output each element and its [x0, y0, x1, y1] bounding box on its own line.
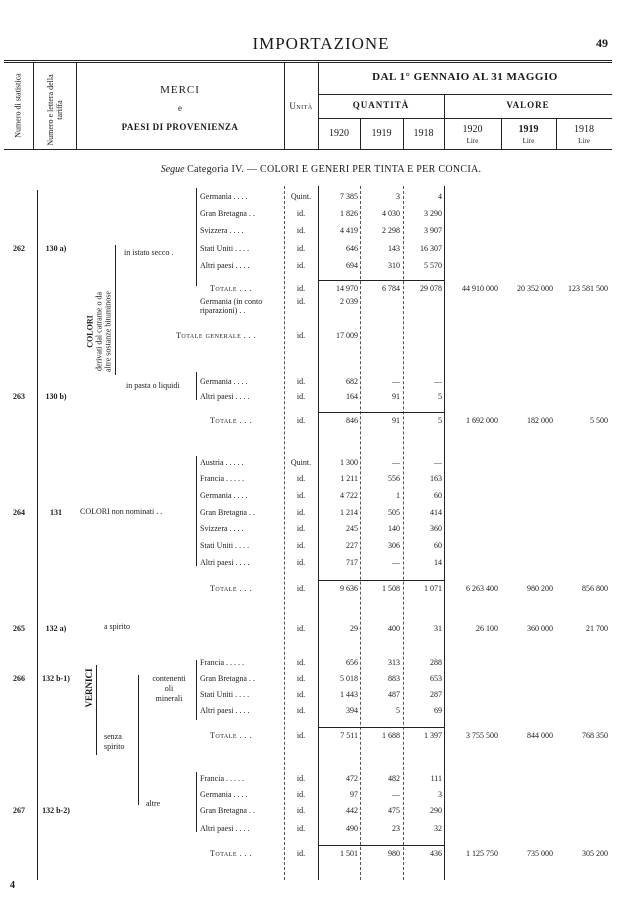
cell-unit: id. — [296, 392, 306, 401]
cell-q18: 436 — [430, 849, 442, 858]
label-contenenti-2: oli — [164, 684, 174, 693]
cell-unit: id. — [296, 244, 306, 253]
cell-q19: 140 — [388, 524, 400, 533]
cell-country: Totale generale . . . — [176, 331, 257, 340]
cell-country: Altri paesi . . . . — [200, 392, 250, 401]
cell-q19: 505 — [388, 508, 400, 517]
cell-q18: 5 570 — [424, 261, 442, 270]
label-senza: senza — [104, 732, 122, 741]
cell-v19: 735 000 — [527, 849, 553, 858]
cell-q18: 5 — [438, 416, 442, 425]
cell-unit: id. — [296, 524, 306, 533]
cell-tar: 132 b-2) — [42, 806, 70, 815]
year-v1920: 1920 — [462, 124, 483, 135]
cell-q20: 1 214 — [340, 508, 358, 517]
cell-q18: 653 — [430, 674, 442, 683]
header-sub-rule — [318, 118, 612, 119]
cell-q19: 5 — [396, 706, 400, 715]
cell-unit: id. — [296, 508, 306, 517]
header-numero-statistica: Numero di statistica — [13, 73, 23, 138]
cell-country: Altri paesi . . . . — [200, 706, 250, 715]
cell-country: Austria . . . . . — [200, 458, 244, 467]
cell-unit: id. — [296, 377, 306, 386]
cell-q19: 883 — [388, 674, 400, 683]
cell-q18: 5 — [438, 392, 442, 401]
cell-q20: 29 — [350, 624, 358, 633]
total-rule — [318, 280, 444, 281]
cell-q18: 288 — [430, 658, 442, 667]
total-rule — [318, 845, 444, 846]
cell-q19: 2 298 — [382, 226, 400, 235]
cell-unit: id. — [296, 297, 306, 306]
cell-unit: id. — [296, 849, 306, 858]
label-contenenti-1: contenenti — [152, 674, 186, 683]
cell-q20: 646 — [346, 244, 358, 253]
cell-unit: id. — [296, 706, 306, 715]
cell-v19: 20 352 000 — [517, 284, 553, 293]
cell-q18: 414 — [430, 508, 442, 517]
cell-q18: 31 — [434, 624, 442, 633]
label-a-spirito: a spirito — [104, 622, 130, 631]
lire-1920: Lire — [466, 137, 479, 145]
cell-v18: 856 800 — [582, 584, 608, 593]
cell-q19: 313 — [388, 658, 400, 667]
cell-q18: 163 — [430, 474, 442, 483]
cell-country: Stati Uniti . . . . — [200, 690, 250, 699]
cell-country: Totale . . . — [210, 284, 253, 293]
cell-q19: — — [392, 790, 400, 799]
cell-q19: — — [392, 377, 400, 386]
cell-q20: 227 — [346, 541, 358, 550]
cell-country: Germania . . . . — [200, 790, 248, 799]
cell-unit: id. — [296, 624, 306, 633]
cell-unit: id. — [296, 731, 306, 740]
lire-1919: Lire — [522, 137, 535, 145]
cell-q19: 980 — [388, 849, 400, 858]
cell-country: Francia . . . . . — [200, 474, 244, 483]
cell-unit: id. — [296, 416, 306, 425]
cell-q19: — — [392, 458, 400, 467]
cell-unit: id. — [296, 790, 306, 799]
cell-q19: — — [392, 558, 400, 567]
cell-q20: 490 — [346, 824, 358, 833]
cell-q19: 310 — [388, 261, 400, 270]
cell-tar: 132 a) — [45, 624, 67, 633]
cell-unit: id. — [296, 226, 306, 235]
cell-country: Altri paesi . . . . — [200, 261, 250, 270]
cell-num: 266 — [13, 674, 25, 683]
cell-tar: 131 — [50, 508, 62, 517]
cell-q18: 14 — [434, 558, 442, 567]
cell-country: Svizzera . . . . — [200, 226, 244, 235]
cell-q20: 14 970 — [336, 284, 358, 293]
cell-unit: id. — [296, 331, 306, 340]
cell-num: 263 — [13, 392, 25, 401]
cell-country: Totale . . . — [210, 849, 253, 858]
cell-q20: 682 — [346, 377, 358, 386]
cell-q18: 3 — [438, 790, 442, 799]
cell-unit: id. — [296, 474, 306, 483]
cell-q18: — — [434, 377, 442, 386]
cell-num: 265 — [13, 624, 25, 633]
cell-q20: 1 300 — [340, 458, 358, 467]
label-spirito: spirito — [104, 742, 125, 751]
cell-q20: 4 722 — [340, 491, 358, 500]
cell-q20: 7 511 — [340, 731, 358, 740]
header-top-rule-2 — [4, 62, 612, 63]
header-merci: MERCI — [160, 84, 200, 96]
total-rule — [318, 580, 444, 581]
cell-tar: 130 b) — [45, 392, 67, 401]
cell-q19: 306 — [388, 541, 400, 550]
cell-q20: 1 826 — [340, 209, 358, 218]
label-colori-non-nominati: COLORI non nominati . . — [80, 507, 163, 516]
page-number: 49 — [596, 36, 608, 50]
cell-v20: 1 692 000 — [466, 416, 498, 425]
segue-text: Categoria IV. — COLORI E GENERI PER TINTA E PER CONCIA. — [187, 164, 482, 175]
cell-num: 267 — [13, 806, 25, 815]
cell-q20: 17 009 — [336, 331, 358, 340]
cell-v20: 3 755 500 — [466, 731, 498, 740]
cell-country: Svizzera . . . . — [200, 524, 244, 533]
cell-q20: 717 — [346, 558, 358, 567]
cell-q20: 7 385 — [340, 192, 358, 201]
cell-q19: 1 508 — [382, 584, 400, 593]
cell-tar: 130 a) — [45, 244, 67, 253]
bracket-senza — [138, 675, 139, 805]
cell-unit: id. — [296, 558, 306, 567]
cell-q19: 400 — [388, 624, 400, 633]
header-bottom-rule — [4, 149, 612, 150]
cell-q19: 91 — [392, 392, 400, 401]
label-in-istato-secco: in istato secco . — [124, 248, 174, 257]
cell-unit: id. — [296, 541, 306, 550]
cell-country: Stati Uniti . . . . — [200, 244, 250, 253]
cell-country: Germania . . . . — [200, 192, 248, 201]
cell-v19: 360 000 — [527, 624, 553, 633]
cell-q20: 1 211 — [340, 474, 358, 483]
cell-v18: 768 350 — [582, 731, 608, 740]
cell-q18: 360 — [430, 524, 442, 533]
cell-q20: 394 — [346, 706, 358, 715]
cell-q18: 290 — [430, 806, 442, 815]
bracket-vernici — [96, 665, 97, 755]
body-vline-left — [37, 190, 38, 880]
header-top-rule — [4, 60, 612, 61]
header-e: e — [178, 103, 182, 113]
cell-q18: 111 — [430, 774, 442, 783]
bracket-pasta — [196, 372, 197, 400]
cell-q20: 694 — [346, 261, 358, 270]
cell-unit: Quint. — [290, 192, 312, 201]
header-quantita: QUANTITÀ — [352, 100, 410, 110]
cell-q19: 143 — [388, 244, 400, 253]
cell-q18: 32 — [434, 824, 442, 833]
cell-tar: 132 b-1) — [42, 674, 70, 683]
cell-unit: id. — [296, 674, 306, 683]
cell-q18: 4 — [438, 192, 442, 201]
label-bituminose: altre sostanze bituminose — [103, 291, 113, 372]
cell-q18: 3 290 — [424, 209, 442, 218]
cell-q19: 487 — [388, 690, 400, 699]
cell-q18: 16 307 — [420, 244, 442, 253]
segue-line — [0, 164, 642, 175]
cell-q19: 23 — [392, 824, 400, 833]
year-v1918: 1918 — [574, 124, 594, 135]
cell-v18: 21 700 — [586, 624, 608, 633]
header-period-rule — [318, 94, 612, 95]
year-q1918: 1918 — [413, 128, 434, 139]
cell-v19: 182 000 — [527, 416, 553, 425]
cell-country: Germania . . . . — [200, 491, 248, 500]
cell-q18: — — [434, 458, 442, 467]
cell-unit: id. — [296, 261, 306, 270]
header-valore: VALORE — [506, 100, 550, 110]
bracket-altre — [196, 772, 197, 832]
cell-q18: 287 — [430, 690, 442, 699]
cell-q18: 1 397 — [424, 731, 442, 740]
cell-country: Gran Bretagna . . — [200, 806, 255, 815]
cell-q18: 69 — [434, 706, 442, 715]
year-q1920: 1920 — [329, 128, 349, 139]
cell-q20: 164 — [346, 392, 358, 401]
cell-unit: id. — [296, 209, 306, 218]
footer-mark: 4 — [10, 880, 15, 891]
cell-v20: 26 100 — [476, 624, 498, 633]
label-contenenti — [144, 674, 194, 704]
cell-unit: id. — [296, 584, 306, 593]
cell-q19: 91 — [392, 416, 400, 425]
cell-country: Francia . . . . . — [200, 658, 244, 667]
cell-country: Germania (in conto riparazioni) . . — [200, 297, 263, 315]
cell-v18: 123 581 500 — [568, 284, 608, 293]
cell-country: Altri paesi . . . . — [200, 558, 250, 567]
cell-q20: 5 018 — [340, 674, 358, 683]
cell-q20: 245 — [346, 524, 358, 533]
cell-q20: 9 636 — [340, 584, 358, 593]
cell-v18: 305 200 — [582, 849, 608, 858]
cell-q19: 6 784 — [382, 284, 400, 293]
label-altre: altre — [146, 799, 161, 808]
cell-q19: 475 — [388, 806, 400, 815]
cell-q19: 3 — [396, 192, 400, 201]
cell-q18: 1 071 — [424, 584, 442, 593]
label-colori: COLORI — [85, 315, 95, 348]
cell-country: Stati Uniti . . . . — [200, 541, 250, 550]
cell-unit: id. — [296, 824, 306, 833]
label-senza-spirito — [104, 732, 124, 752]
total-rule — [318, 412, 444, 413]
cell-country: Altri paesi . . . . — [200, 824, 250, 833]
label-contenenti-3: minerali — [155, 694, 183, 703]
cell-unit: id. — [296, 658, 306, 667]
cell-country: Francia . . . . . — [200, 774, 244, 783]
cell-country: Gran Bretagna . . — [200, 209, 255, 218]
cell-country: Germania . . . . — [200, 377, 248, 386]
year-q1919: 1919 — [371, 128, 392, 139]
cell-q18: 60 — [434, 541, 442, 550]
cell-q19: 1 688 — [382, 731, 400, 740]
cell-unit: id. — [296, 774, 306, 783]
cell-q19: 4 030 — [382, 209, 400, 218]
cell-unit: id. — [296, 491, 306, 500]
cell-country: Totale . . . — [210, 731, 253, 740]
cell-unit: id. — [296, 806, 306, 815]
cell-q18: 29 078 — [420, 284, 442, 293]
bracket-colori — [115, 245, 116, 375]
cell-num: 264 — [13, 508, 25, 517]
cell-unit: id. — [296, 284, 306, 293]
header-numero-tariffa: Numero e lettera della tariffa — [46, 74, 64, 146]
label-vernici: VERNICI — [84, 668, 94, 708]
bracket-contenenti — [196, 660, 197, 720]
page-title: IMPORTAZIONE — [252, 34, 390, 53]
cell-v19: 844 000 — [527, 731, 553, 740]
cell-v20: 6 263 400 — [466, 584, 498, 593]
cell-q20: 442 — [346, 806, 358, 815]
label-in-pasta: in pasta o liquidi — [126, 381, 180, 390]
cell-num: 262 — [13, 244, 25, 253]
cell-q18: 3 907 — [424, 226, 442, 235]
cell-unit: Quint. — [290, 458, 312, 467]
cell-q20: 656 — [346, 658, 358, 667]
header-period: DAL 1° GENNAIO AL 31 MAGGIO — [372, 71, 558, 83]
cell-country: Totale . . . — [210, 416, 253, 425]
cell-q20: 472 — [346, 774, 358, 783]
total-rule — [318, 727, 444, 728]
cell-v18: 5 500 — [590, 416, 608, 425]
label-derivati: derivati dal catrame o da — [94, 291, 104, 372]
segue-prefix: Segue — [160, 164, 185, 175]
cell-q19: 482 — [388, 774, 400, 783]
header-paesi: PAESI DI PROVENIENZA — [121, 122, 239, 132]
cell-q20: 1 501 — [340, 849, 358, 858]
cell-country: Totale . . . — [210, 584, 253, 593]
cell-q20: 97 — [350, 790, 358, 799]
header-vline — [33, 62, 34, 149]
cell-q18: 60 — [434, 491, 442, 500]
cell-v20: 44 910 000 — [462, 284, 498, 293]
cell-q20: 2 039 — [340, 297, 358, 306]
cell-q20: 846 — [346, 416, 358, 425]
year-v1919: 1919 — [518, 124, 539, 135]
header-unita: Unità — [289, 101, 313, 111]
cell-v19: 980 200 — [527, 584, 553, 593]
bracket-secco — [196, 188, 197, 286]
cell-unit: id. — [296, 690, 306, 699]
cell-q20: 1 443 — [340, 690, 358, 699]
cell-q19: 556 — [388, 474, 400, 483]
cell-v20: 1 125 750 — [466, 849, 498, 858]
cell-country: Gran Bretagna . . — [200, 674, 255, 683]
bracket-non-nominati — [196, 456, 197, 566]
cell-q20: 4 419 — [340, 226, 358, 235]
cell-country: Gran Bretagna . . — [200, 508, 255, 517]
label-colori-derivati — [86, 277, 113, 387]
cell-q19: 1 — [396, 491, 400, 500]
lire-1918: Lire — [578, 137, 590, 145]
